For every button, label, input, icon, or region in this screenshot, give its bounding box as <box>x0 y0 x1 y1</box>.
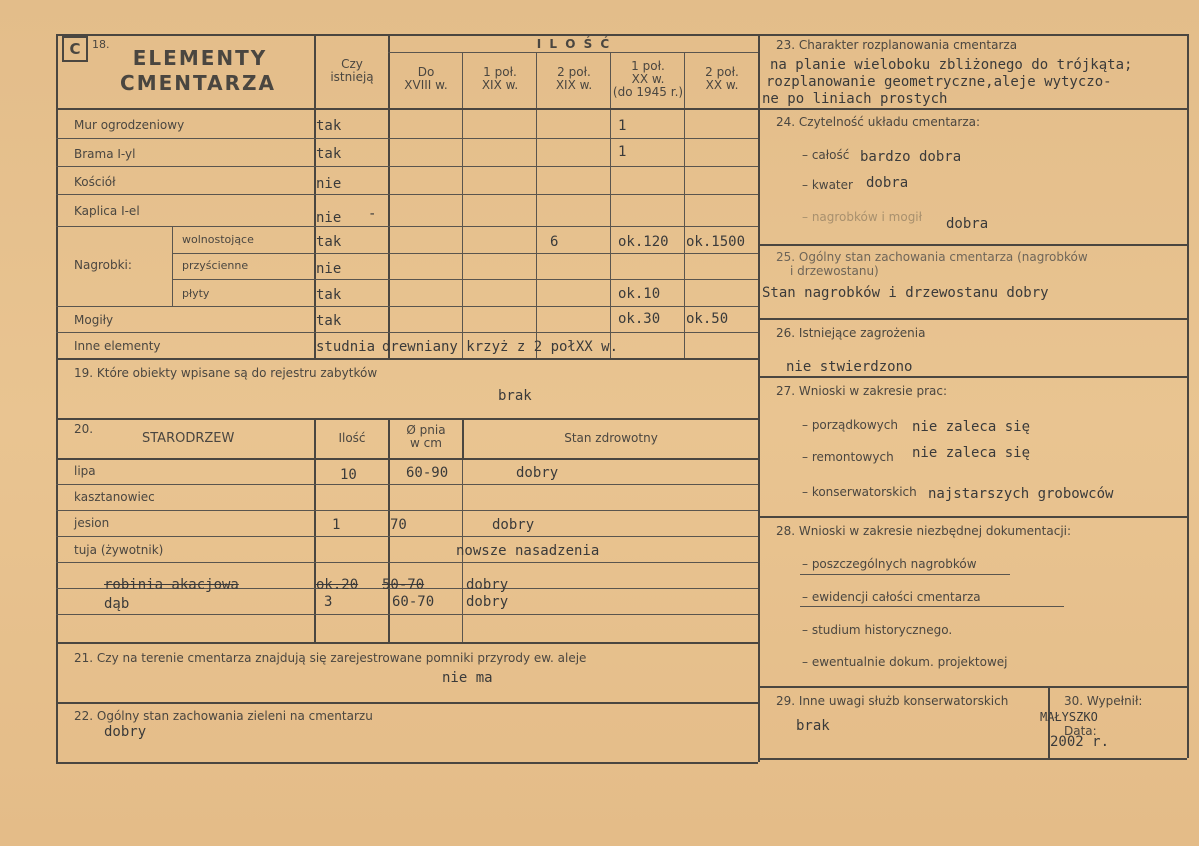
kosciol-czy: nie <box>316 176 342 192</box>
sec28-label: 28. Wnioski w zakresie niezbędnej dokumentacji: <box>776 524 1072 538</box>
sec20-title: STARODRZEW <box>142 431 235 446</box>
przysc-czy: nie <box>316 261 342 277</box>
tree-pien: 70 <box>390 517 407 533</box>
sec23-line1: na planie wieloboku zbliżonego do trójkąta; <box>770 57 1133 73</box>
sec20-col-pnia-l2: w cm <box>410 436 442 450</box>
row-brama-label: Brama I-yl <box>74 147 136 161</box>
sec19-label: 19. Które obiekty wpisane są do rejestru zabytków <box>74 366 378 380</box>
sec20-col-pnia-l1: Ø pnia <box>406 423 446 437</box>
row-mur-label: Mur ogrodzeniowy <box>74 118 185 132</box>
row-kaplica-label: Kaplica I-el <box>74 204 140 218</box>
row-nagrobki-label: Nagrobki: <box>74 258 132 272</box>
sec27-kons-value: najstarszych grobowców <box>928 486 1114 502</box>
tree-dab-stan: dobry <box>466 594 509 610</box>
col5-l1: 2 poł. <box>705 65 739 79</box>
col5-l2: XX w. <box>705 78 739 92</box>
sec27-kons-label: – konserwatorskich <box>802 485 917 499</box>
col1-l1: Do <box>417 65 435 79</box>
tree-ilosc: 10 <box>340 467 357 483</box>
sec26-label: 26. Istniejące zagrożenia <box>776 326 926 340</box>
tree-ilosc: 1 <box>332 517 341 533</box>
sec19-value: brak <box>498 388 532 404</box>
sec24-calosc-value: bardzo dobra <box>860 149 962 165</box>
row-przysc-label: przyścienne <box>182 259 249 272</box>
sec24-nagrobkow-value: dobra <box>946 216 989 232</box>
wolno-v3: 6 <box>550 234 559 250</box>
row-mogily-label: Mogiły <box>74 313 114 327</box>
sec30-date-label: Data: <box>1064 724 1097 738</box>
plyty-v4: ok.10 <box>618 286 661 302</box>
col2-l1: 1 poł. <box>483 65 517 79</box>
col4-l3: (do 1945 r.) <box>612 85 684 99</box>
section-badge: C <box>62 36 88 62</box>
tree-pien: 60-90 <box>406 465 449 481</box>
col4-l2: XX w. <box>631 72 665 86</box>
sec27-rem-label: – remontowych <box>802 450 894 464</box>
tree-robinia-pien: 50-70 <box>382 577 425 593</box>
sec28-item: – studium historycznego. <box>802 623 953 637</box>
sec28-item: – poszczególnych nagrobków <box>802 557 977 571</box>
brama-czy: tak <box>316 146 342 162</box>
tree-name: kasztanowiec <box>74 490 155 504</box>
sec25-label-l1: 25. Ogólny stan zachowania cmentarza (nagrobków <box>776 250 1088 264</box>
sec18-title-line1: ELEMENTY <box>132 46 268 70</box>
sec21-label: 21. Czy na terenie cmentarza znajdują się zarejestrowane pomniki przyrody ew. aleje <box>74 651 587 665</box>
sec24-kwater-value: dobra <box>866 175 909 191</box>
sec30-date-value: 2002 r. <box>1050 734 1110 750</box>
tree-dab-pien: 60-70 <box>392 594 435 610</box>
sec20-col-ilosc: Ilość <box>338 431 366 445</box>
sec23-line3: ne po liniach prostych <box>762 91 948 107</box>
mur-v4: 1 <box>618 118 627 134</box>
tree-name: lipa <box>74 464 96 478</box>
sec23-label: 23. Charakter rozplanowania cmentarza <box>776 38 1018 52</box>
sec20-col-stan: Stan zdrowotny <box>564 431 658 445</box>
kaplica-dash: - <box>368 206 377 222</box>
sec24-kwater-label: – kwater <box>802 178 853 192</box>
col4-l1: 1 poł. <box>631 59 665 73</box>
row-plyty-label: płyty <box>182 287 210 300</box>
sec22-label: 22. Ogólny stan zachowania zieleni na cmentarzu <box>74 709 373 723</box>
row-inne-label: Inne elementy <box>74 339 161 353</box>
tree-dab-ilosc: 3 <box>324 594 333 610</box>
brama-v4: 1 <box>618 144 627 160</box>
tree-stan: dobry <box>516 465 559 481</box>
sec27-label: 27. Wnioski w zakresie prac: <box>776 384 948 398</box>
col-ilosc-header: I L O Ś Ć <box>536 37 612 51</box>
tree-robinia-stan: dobry <box>466 577 509 593</box>
tree-name: tuja (żywotnik) <box>74 543 164 557</box>
tree-name: jesion <box>74 516 110 530</box>
sec25-value: Stan nagrobków i drzewostanu dobry <box>762 285 1049 301</box>
sec24-label: 24. Czytelność układu cmentarza: <box>776 115 981 129</box>
sec18-title-line2: CMENTARZA <box>120 71 276 95</box>
wolno-v5: ok.1500 <box>686 234 746 250</box>
sec24-calosc-label: – całość <box>802 148 850 162</box>
sec24-nagrobkow-label: – nagrobków i mogił <box>802 210 923 224</box>
sec28-item: – ewidencji całości cmentarza <box>802 590 981 604</box>
col-czy-line2: istnieją <box>330 70 374 84</box>
col-czy-line1: Czy <box>341 57 363 71</box>
mogily-v4: ok.30 <box>618 311 661 327</box>
sec18-number: 18. <box>92 38 110 51</box>
sec22-value: dobry <box>104 724 147 740</box>
row-wolno-label: wolnostojące <box>182 233 254 246</box>
mogily-v5: ok.50 <box>686 311 729 327</box>
sec27-porz-label: – porządkowych <box>802 418 898 432</box>
col2-l2: XIX w. <box>481 78 519 92</box>
sec23-line2: rozplanowanie geometryczne,aleje wytyczo- <box>766 74 1112 90</box>
sec30-label: 30. Wypełnił: <box>1064 694 1143 708</box>
mogily-czy: tak <box>316 313 342 329</box>
sec20-number: 20. <box>74 422 94 436</box>
mur-czy: tak <box>316 118 342 134</box>
tree-dab-name: dąb <box>104 596 130 612</box>
sec30-name: MAŁYSZKO <box>1040 710 1098 724</box>
tree-robinia-name: robinia akacjowa <box>104 577 239 593</box>
col1-l2: XVIII w. <box>404 78 448 92</box>
sec26-value: nie stwierdzono <box>786 359 913 375</box>
col3-l1: 2 poł. <box>557 65 591 79</box>
tree-robinia-ilosc: ok.20 <box>316 577 359 593</box>
tree-stan: nowsze nasadzenia <box>456 543 600 559</box>
tree-stan: dobry <box>492 517 535 533</box>
row-kosciol-label: Kościół <box>74 175 116 189</box>
col3-l2: XIX w. <box>555 78 593 92</box>
sec25-label-l2: i drzewostanu) <box>790 264 879 278</box>
kaplica-czy: nie <box>316 210 342 226</box>
sec21-value: nie ma <box>442 670 493 686</box>
wolno-czy: tak <box>316 234 342 250</box>
inne-czy: studnia <box>316 339 376 355</box>
sec27-rem-value: nie zaleca się <box>912 445 1031 461</box>
sec29-value: brak <box>796 718 830 734</box>
wolno-v4: ok.120 <box>618 234 669 250</box>
sec27-porz-value: nie zaleca się <box>912 419 1031 435</box>
inne-text: drewniany krzyż z 2 połXX w. <box>382 339 619 355</box>
plyty-czy: tak <box>316 287 342 303</box>
sec28-item: – ewentualnie dokum. projektowej <box>802 655 1008 669</box>
sec29-label: 29. Inne uwagi służb konserwatorskich <box>776 694 1009 708</box>
